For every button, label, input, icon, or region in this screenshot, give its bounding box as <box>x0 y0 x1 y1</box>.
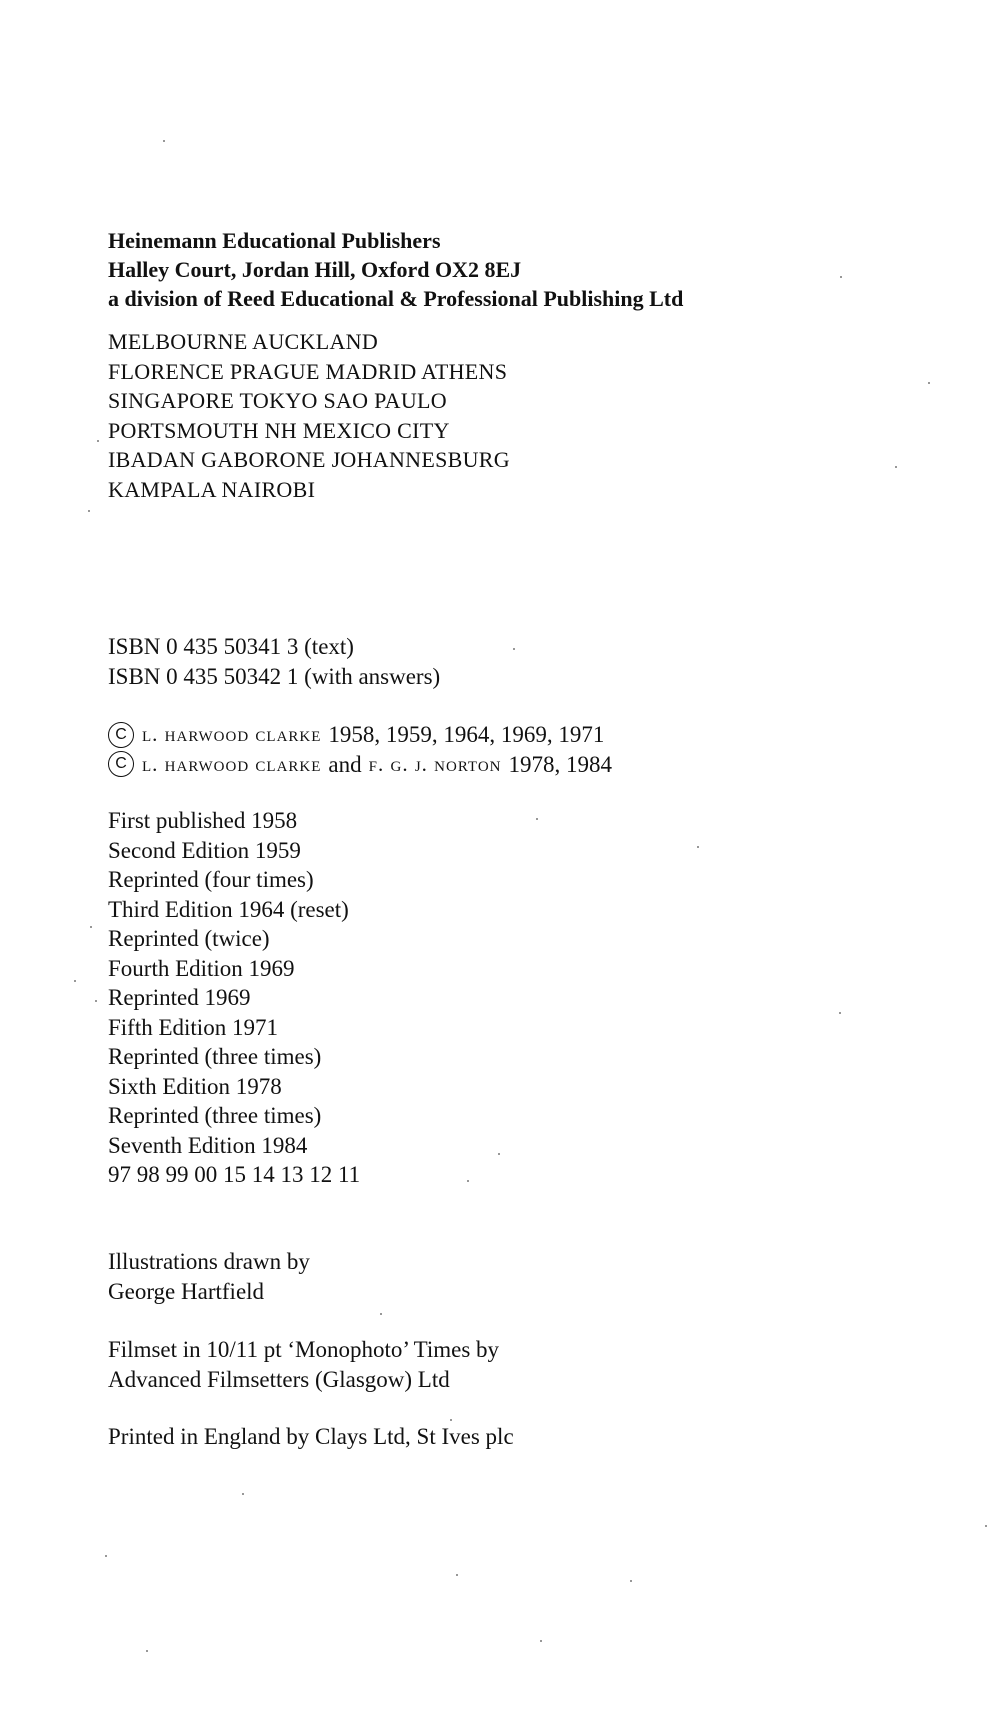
copyright-icon: C <box>108 722 134 748</box>
edition-entry: Seventh Edition 1984 <box>108 1132 308 1158</box>
scan-speck <box>450 1419 452 1421</box>
cities-line: PORTSMOUTH NH MEXICO CITY <box>108 417 450 443</box>
copyright-block <box>108 720 612 779</box>
cities-line: IBADAN GABORONE JOHANNESBURG <box>108 447 510 472</box>
scan-speck <box>90 926 92 928</box>
illustrations-credit <box>108 1247 310 1306</box>
scan-speck <box>540 1640 542 1642</box>
scan-speck <box>88 510 90 512</box>
copyright-years: 1958, 1959, 1964, 1969, 1971 <box>328 722 605 747</box>
scan-speck <box>697 846 699 848</box>
scan-speck <box>513 648 515 650</box>
filmset-line: Advanced Filmsetters (Glasgow) Ltd <box>108 1366 450 1392</box>
edition-entry: Reprinted (four times) <box>108 867 314 892</box>
copyright-coauthor: f. g. j. norton <box>368 751 502 776</box>
scan-speck <box>456 1574 458 1576</box>
filmset-credit <box>108 1335 499 1394</box>
edition-entry: Second Edition 1959 <box>108 837 301 863</box>
edition-entry: Fifth Edition 1971 <box>108 1014 278 1040</box>
cities-line: KAMPALA NAIROBI <box>108 476 316 502</box>
filmset-line: Filmset in 10/11 pt ‘Monophoto’ Times by <box>108 1337 500 1362</box>
edition-entry: Reprinted (three times) <box>108 1044 322 1069</box>
edition-entry: Reprinted (twice) <box>108 926 270 951</box>
isbn-with-answers: ISBN 0 435 50342 1 (with answers) <box>108 663 441 689</box>
edition-entry: Fourth Edition 1969 <box>108 955 295 981</box>
scan-speck <box>74 980 76 982</box>
publisher-address: Halley Court, Jordan Hill, Oxford OX2 8EJ <box>108 257 522 282</box>
scan-speck <box>97 440 99 442</box>
scan-speck <box>498 1153 500 1155</box>
scan-speck <box>380 1313 382 1315</box>
copyright-conjunction: and <box>328 751 362 777</box>
edition-entry: Reprinted (three times) <box>108 1103 322 1128</box>
publisher-division: a division of Reed Educational & Professional Publishing Ltd <box>108 286 684 311</box>
edition-entry: Reprinted 1969 <box>108 985 251 1010</box>
scan-speck <box>536 818 538 820</box>
copyright-line-2 <box>108 750 612 780</box>
copyright-years: 1978, 1984 <box>508 751 612 777</box>
cities-list <box>108 327 510 504</box>
copyright-author: l. harwood clarke <box>142 722 322 746</box>
printing-numbers: 97 98 99 00 15 14 13 12 11 <box>108 1162 361 1187</box>
edition-entry: Third Edition 1964 (reset) <box>108 896 349 922</box>
copyright-line-1 <box>108 720 612 750</box>
scan-speck <box>928 382 930 384</box>
cities-line: SINGAPORE TOKYO SAO PAULO <box>108 388 447 413</box>
cities-line: FLORENCE PRAGUE MADRID ATHENS <box>108 358 508 384</box>
scan-speck <box>95 1000 97 1002</box>
copyright-author: l. harwood clarke <box>142 751 322 776</box>
cities-line: MELBOURNE AUCKLAND <box>108 329 379 354</box>
scan-speck <box>467 1180 469 1182</box>
isbn-block <box>108 632 440 691</box>
scan-speck <box>895 466 897 468</box>
publisher-block <box>108 226 683 313</box>
illustrator-name: George Hartfield <box>108 1278 265 1304</box>
printer-credit <box>108 1422 514 1452</box>
scan-speck <box>840 276 842 278</box>
scan-speck <box>242 1493 244 1495</box>
edition-entry: Sixth Edition 1978 <box>108 1073 282 1099</box>
copyright-icon: C <box>108 751 134 777</box>
scan-speck <box>630 1580 632 1582</box>
publisher-name: Heinemann Educational Publishers <box>108 228 441 253</box>
isbn-text: ISBN 0 435 50341 3 (text) <box>108 634 354 659</box>
scan-speck <box>985 1525 987 1527</box>
scan-speck <box>839 1012 841 1014</box>
edition-history <box>108 806 360 1190</box>
edition-entry: First published 1958 <box>108 808 298 833</box>
illustrations-label: Illustrations drawn by <box>108 1249 310 1274</box>
scan-speck <box>105 1555 107 1557</box>
scan-speck <box>146 1650 148 1652</box>
printer-line: Printed in England by Clays Ltd, St Ives plc <box>108 1424 514 1449</box>
scan-speck <box>163 140 165 142</box>
